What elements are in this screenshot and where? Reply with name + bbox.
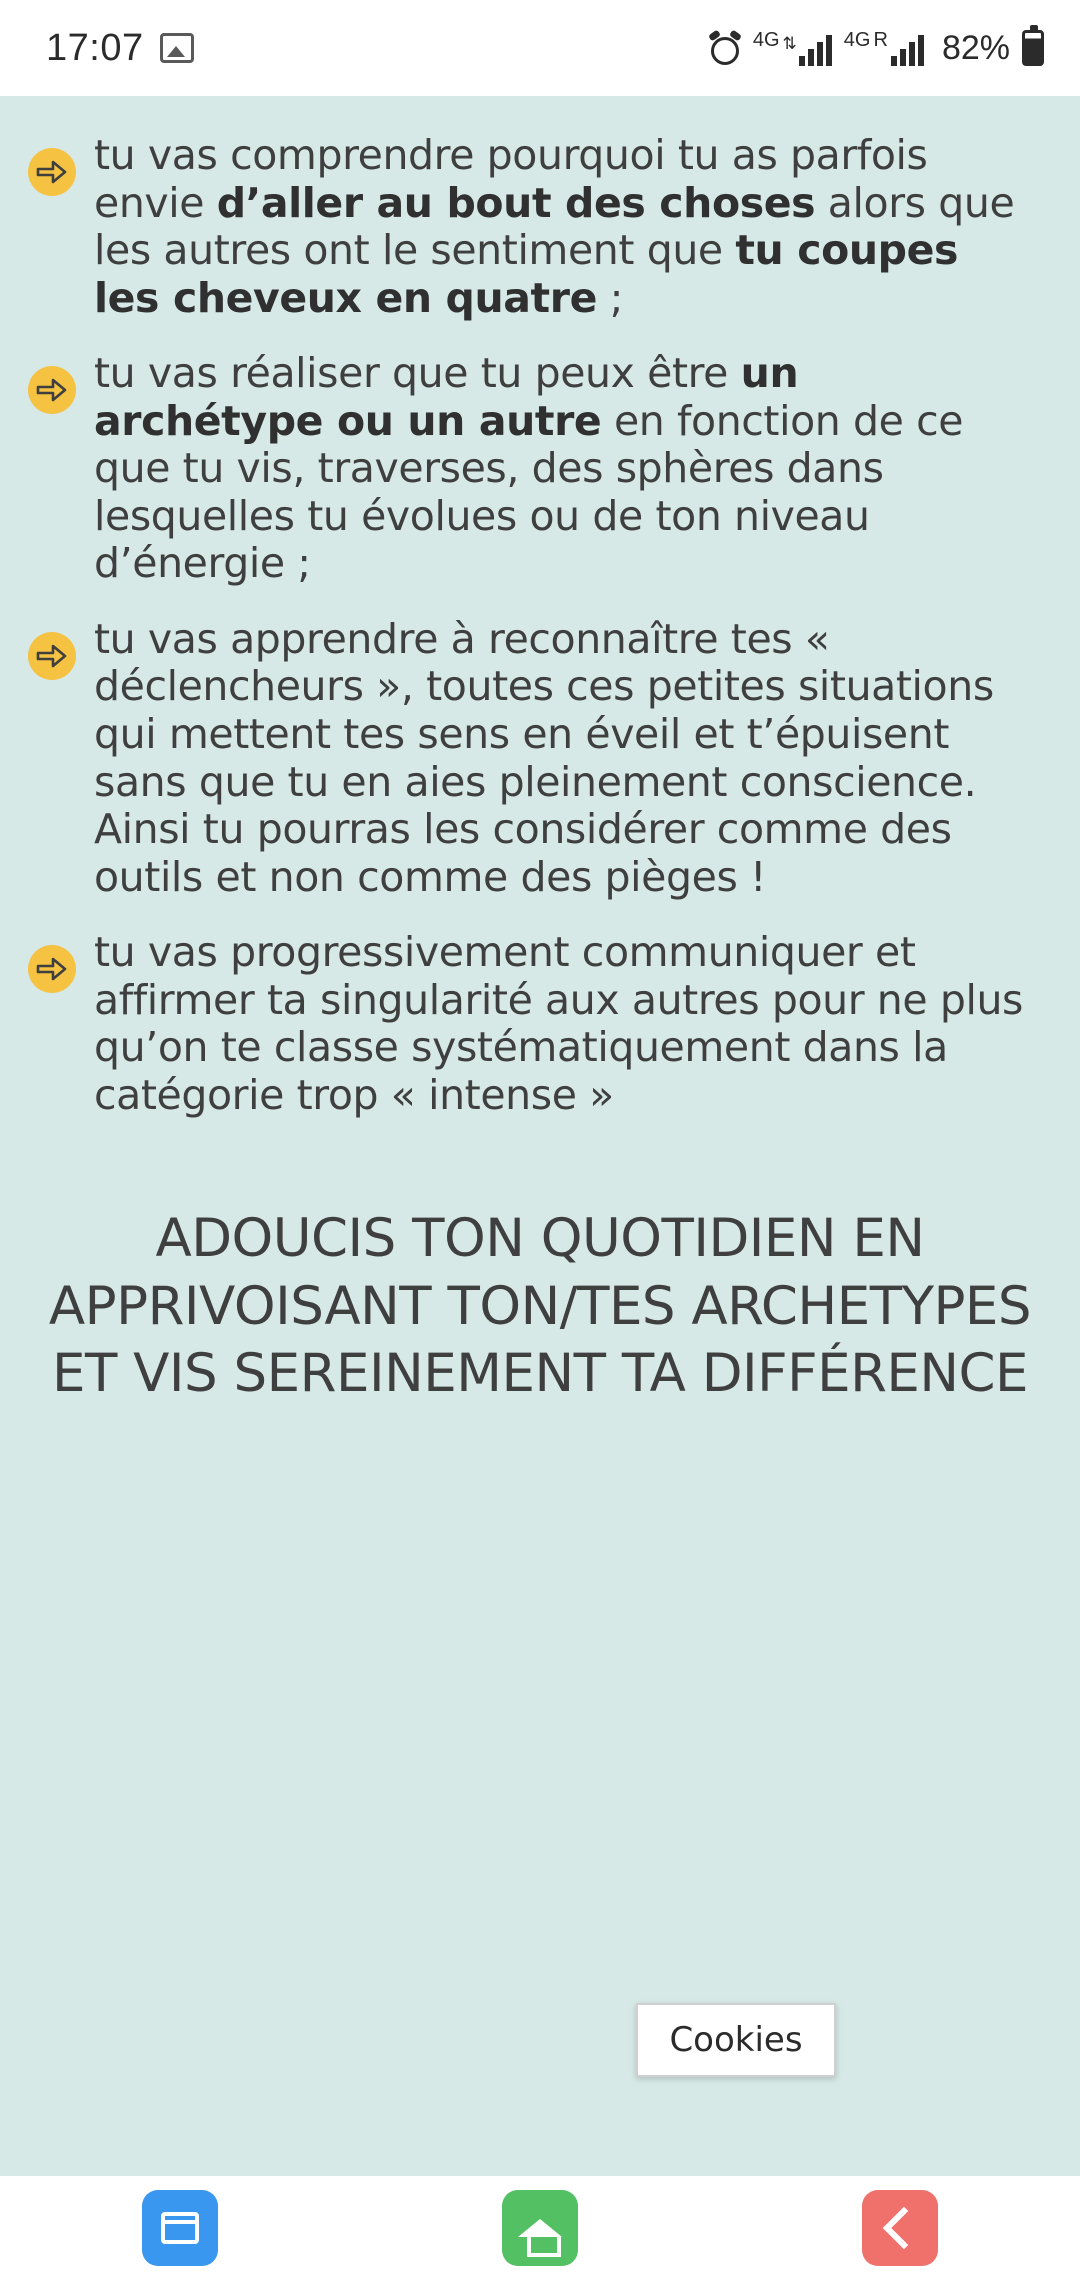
- alarm-icon: [709, 32, 741, 64]
- network-label-r: R: [873, 29, 888, 51]
- status-bar-left: [46, 27, 194, 70]
- signal-bars-icon-1: [799, 34, 832, 66]
- home-icon: [518, 2219, 562, 2237]
- home-button[interactable]: [502, 2190, 578, 2266]
- network-indicator-1: [753, 30, 832, 66]
- battery-percent-label: 82%: [941, 28, 1010, 67]
- network-label-4g-1: 4G: [752, 29, 780, 51]
- back-button[interactable]: [862, 2190, 938, 2266]
- status-bar: [0, 0, 1080, 96]
- bullet-text-1: tu vas comprendre pourquoi tu as parfois envie d’aller au bout des choses alors que les autres ont le sentiment que tu coupes les cheveux en quatre ;: [94, 131, 1015, 322]
- arrow-right-circle-icon: [28, 148, 76, 196]
- webpage-content: [0, 96, 1080, 2176]
- cookies-button[interactable]: Cookies: [636, 2003, 836, 2077]
- bullet-text-2: tu vas réaliser que tu peux être un archétype ou un autre en fonction de ce que tu vis, traverses, des sphères dans lesquelles tu évolues ou de ton niveau d’énergie ;: [94, 349, 964, 588]
- network-label-4g-2: 4G: [843, 29, 871, 51]
- recents-icon: [161, 2212, 199, 2244]
- system-navigation-bar: [0, 2176, 1080, 2280]
- page-heading: ADOUCIS TON QUOTIDIEN EN APPRIVOISANT TON/TES ARCHETYPES ET VIS SEREINEMENT TA DIFFÉRENCE: [48, 1208, 1032, 1404]
- list-item: [28, 929, 1036, 1119]
- list-item: [28, 616, 1036, 901]
- arrow-right-circle-icon: [28, 945, 76, 993]
- gallery-icon: [160, 33, 194, 63]
- list-item: [28, 350, 1036, 588]
- signal-bars-icon-2: [891, 34, 924, 66]
- chevron-left-icon: [883, 2207, 925, 2249]
- status-bar-right: [709, 29, 1044, 68]
- arrow-right-circle-icon: [28, 632, 76, 680]
- data-transfer-icon: ⇅: [782, 34, 796, 53]
- recents-button[interactable]: [142, 2190, 218, 2266]
- bullet-text-3: tu vas apprendre à reconnaître tes « déclencheurs », toutes ces petites situations qui mettent tes sens en éveil et t’épuisent sans que tu en aies pleinement conscience. Ainsi tu pourras les considérer comme des outils et non comme des pièges !: [94, 614, 994, 901]
- bullet-text-4: tu vas progressivement communiquer et affirmer ta singularité aux autres pour ne plus qu’on te classe systématiquement dans la catégorie trop « intense »: [94, 928, 1024, 1119]
- bullet-list: [0, 96, 1080, 1119]
- arrow-right-circle-icon: [28, 366, 76, 414]
- battery-icon: [1022, 30, 1044, 66]
- list-item: [28, 132, 1036, 322]
- status-time: 17:07: [46, 26, 144, 69]
- network-indicator-2: [844, 30, 924, 66]
